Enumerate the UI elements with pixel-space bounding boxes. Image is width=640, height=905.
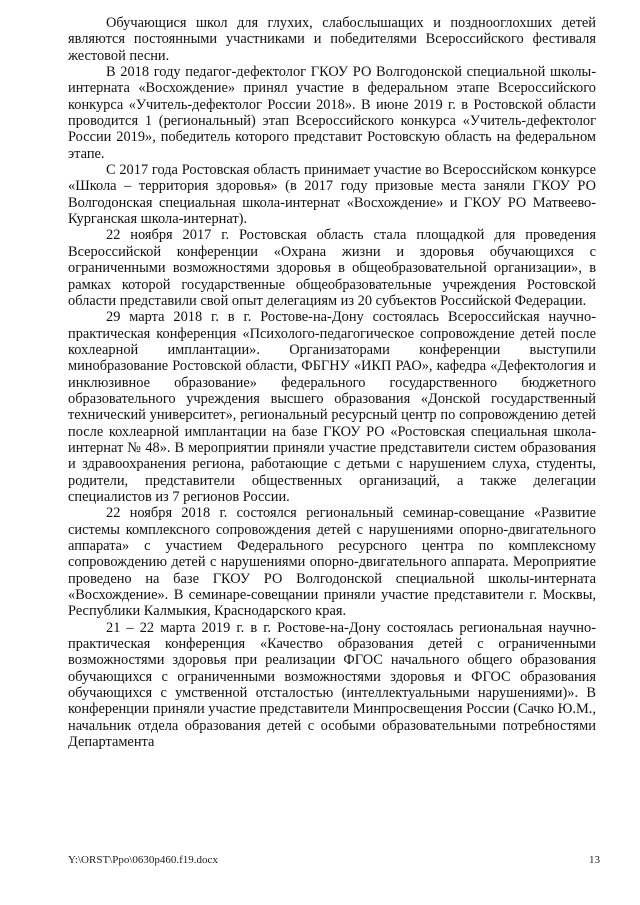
footer-file-path: Y:\ORST\Ppo\0630p460.f19.docx: [68, 854, 218, 866]
document-body: [68, 15, 596, 750]
paragraph-conference-2019: 21 – 22 марта 2019 г. в г. Ростове-на-Дону состоялась региональная научно-практическая конференция «Качество образования детей с ограниченными возможностями здоровья при реализации ФГОС начального общего образования обучающихся с ограниченными возможностями здоровья и ФГОС образования обучающихся с умственной отсталостью (интеллектуальными нарушениями)». В конференции приняли участие представители Минпросвещения России (Сачко Ю.М., начальник отдела образования детей с особыми образовательными потребностями Департамента: [68, 619, 596, 751]
paragraph-cochlear-conference: 29 марта 2018 г. в г. Ростове-на-Дону состоялась Всероссийская научно-практическая конференция «Психолого-педагогическое сопровождение детей после кохлеарной имплантации». Организаторами конференции выступили минобразование Ростовской области, ФБГНУ «ИКП РАО», кафедра «Дефектология и инклюзивное образование» федерального государственного бюджетного образовательного учреждения высшего образования «Донской государственный технический университет», региональный ресурсный центр по сопровождению детей после кохлеарной имплантации на базе ГКОУ РО «Ростовская специальная школа-интернат № 48». В мероприятии приняли участие представители систем образования и здравоохранения региона, работающие с детьми с нарушением слуха, студенты, родители, представители общественных организаций, а также делегации специалистов из 7 регионов России.: [68, 309, 596, 505]
paragraph-conference-2017: 22 ноября 2017 г. Ростовская область стала площадкой для проведения Всероссийской конференции «Охрана жизни и здоровья обучающихся с ограниченными возможностями здоровья в общеобразовательной организации», в рамках которой государственные общеобразовательные учреждения Ростовской области представили свой опыт делегациям из 20 субъектов Российской Федерации.: [68, 227, 596, 309]
paragraph-seminar-2018: 22 ноября 2018 г. состоялся региональный семинар-совещание «Развитие системы комплексного сопровождения детей с нарушениями опорно-двигательного аппарата» с участием Федерального ресурсного центра по комплексному сопровождению детей с нарушениями опорно-двигательного аппарата. Мероприятие проведено на базе ГКОУ РО Волгодонской специальной школы-интерната «Восхождение». В семинаре-совещании приняли участие представители г. Москвы, Республики Калмыкия, Краснодарского края.: [68, 505, 596, 620]
paragraph-teacher-contest: В 2018 году педагог-дефектолог ГКОУ РО Волгодонской специальной школы-интерната «Восхождение» принял участие в федеральном этапе Всероссийского конкурса «Учитель-дефектолог России 2018». В июне 2019 г. в Ростовской области проводится 1 (региональный) этап Всероссийского конкурса «Учитель-дефектолог России 2019», победитель которого представит Ростовскую область на федеральном этапе.: [68, 64, 596, 162]
paragraph-festival: Обучающися школ для глухих, слабослышащих и позднооглохших детей являются постоянными участниками и победителями Всероссийского фестиваля жестовой песни.: [68, 15, 596, 64]
paragraph-health-school: С 2017 года Ростовская область принимает участие во Всероссийском конкурсе «Школа – территория здоровья» (в 2017 году призовые места заняли ГКОУ РО Волгодонская специальная школа-интернат «Восхождение» и ГКОУ РО Матвеево-Курганская школа-интернат).: [68, 162, 596, 228]
footer-page-number: 13: [589, 854, 600, 866]
